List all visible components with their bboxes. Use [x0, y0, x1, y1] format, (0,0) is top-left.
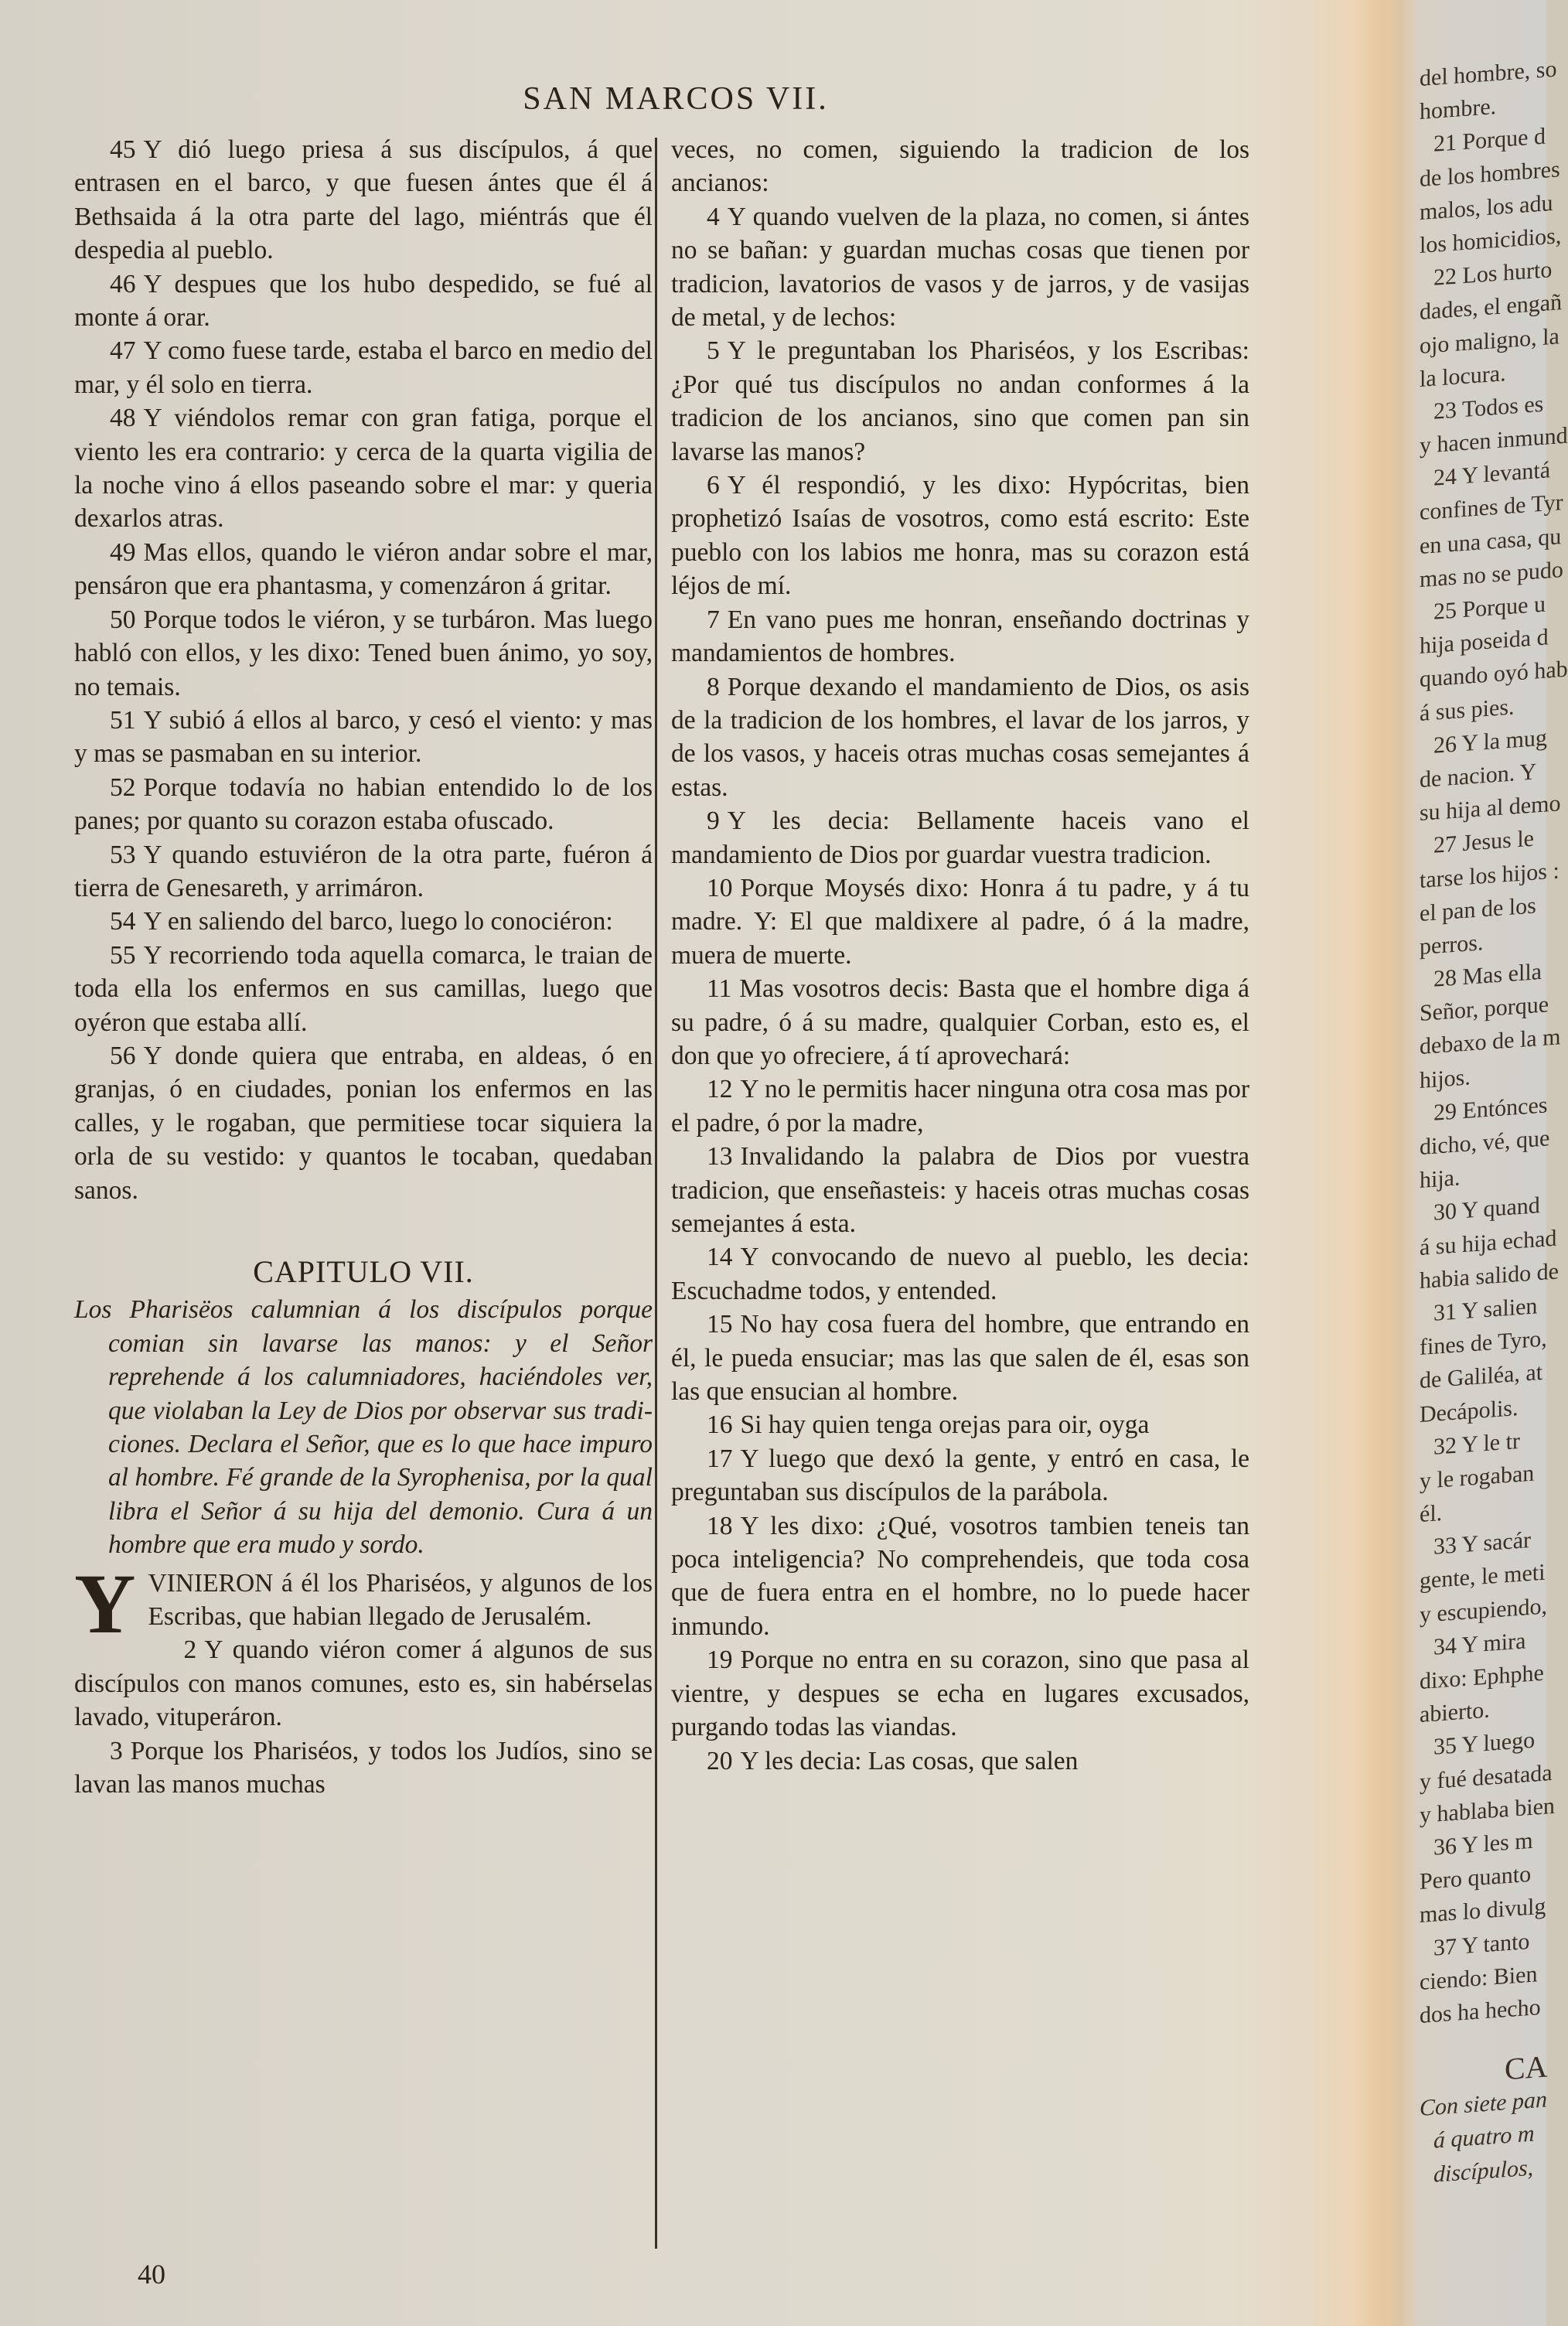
first-verse-text: VINIERON á él los Phariséos, y algunos de los Escribas, que habian llegado de Jerusalém.	[148, 1568, 653, 1632]
chapter-summary: Los Pharisëos calumnian á los discípulos porque comian sin lavarse las manos: y el Señor reprehende á los calumniadores, haciéndoles ver, que violaban la Ley de Dios por observar sus tradiciones. Declara el Señor, que es lo que hace impuro al hombre. Fé grande de la Syrophenisa, por la qual libra el Señor á su hija del demonio. Cura á un hombre que era mudo y sordo.	[74, 1295, 653, 1560]
verse	[74, 1633, 653, 1734]
verse-number: 45	[110, 135, 136, 164]
verse	[74, 334, 653, 401]
facing-page-line: y escupiendo,	[1420, 1593, 1547, 1628]
facing-page-line: él.	[1420, 1500, 1443, 1528]
facing-page-line: 33 Y sacár	[1433, 1527, 1532, 1560]
verse-text: Mas ellos, quando le viéron andar sobre el mar, pensáron que era phantasma, y comenzáron á gritar.	[74, 537, 653, 601]
verse-text: En vano pues me honran, enseñando doctrinas y mandamientos de hombres.	[671, 605, 1249, 668]
facing-page-line: á su hija echad	[1420, 1225, 1557, 1260]
facing-page-summary-line: Con siete pan	[1420, 2086, 1547, 2122]
facing-page-line: hija poseida d	[1420, 624, 1549, 660]
verse	[671, 871, 1249, 972]
verse-number: 12	[707, 1075, 733, 1104]
verse-number: 14	[707, 1243, 733, 1272]
drop-cap: Y	[74, 1556, 136, 1651]
facing-page-line: 23 Todos es	[1433, 391, 1544, 425]
verse-number: 16	[707, 1410, 733, 1440]
facing-page-line: malos, los adu	[1420, 189, 1553, 225]
verse-number: 5	[707, 336, 720, 366]
verse	[74, 905, 653, 938]
chapter-heading: CAPITULO VII.	[253, 1254, 474, 1289]
verse	[671, 1308, 1249, 1408]
right-column-verses	[671, 200, 1249, 1778]
facing-page-line: de Galiléa, at	[1420, 1359, 1543, 1394]
facing-page-line: Señor, porque	[1420, 991, 1549, 1027]
facing-page-chapter-heading: CA	[1505, 2048, 1548, 2087]
verse	[671, 334, 1249, 469]
verse-text: Porque todavía no habian entendido lo de los panes; por quanto su corazon estaba ofuscado.	[74, 772, 653, 836]
facing-page-line: del hombre, so	[1420, 56, 1557, 91]
verse-number: 52	[110, 772, 136, 802]
facing-page-line: y fué desatada	[1420, 1759, 1553, 1795]
verse-text: Y quando estuviéron de la otra parte, fuéron á tierra de Genesareth, y arrimáron.	[74, 840, 653, 902]
verse	[671, 1408, 1249, 1441]
verse-number: 18	[707, 1511, 733, 1540]
facing-page-line: 24 Y levantá	[1433, 457, 1551, 491]
verse-text: Y en saliendo del barco, luego lo conociéron:	[143, 907, 613, 936]
facing-page-line: su hija al demo	[1420, 790, 1561, 827]
facing-page-line: debaxo de la m	[1420, 1024, 1561, 1060]
facing-page-line: tarse los hijos :	[1420, 857, 1559, 893]
verse-number: 55	[110, 940, 136, 970]
facing-page-line: 22 Los hurto	[1433, 257, 1553, 291]
verse	[671, 1509, 1249, 1644]
verse-text: No hay cosa fuera del hombre, que entrando en él, le pueda ensuciar; mas las que salen de él, esas son las que ensucian al hombre.	[671, 1310, 1249, 1407]
verse-text: Invalidando la palabra de Dios por vuestra tradicion, que enseñasteis: y haceis otras muchas cosas semejantes á esta.	[671, 1142, 1249, 1238]
verse-text: Y les dixo: ¿Qué, vosotros tambien teneis tan poca inteligencia? No comprehendeis, que toda cosa que de fuera entra en el hombre, no lo puede hacer inmundo.	[671, 1511, 1249, 1641]
facing-page-line: 28 Mas ella	[1433, 959, 1542, 992]
column-rule	[655, 138, 657, 2249]
book-gutter	[1314, 0, 1423, 2326]
facing-page-line: ciendo: Bien	[1420, 1961, 1538, 1995]
verse-number: 20	[707, 1746, 733, 1775]
facing-page-line: 35 Y luego	[1433, 1727, 1536, 1761]
facing-page-line: confines de Tyr	[1420, 489, 1563, 526]
facing-page-summary-line: discípulos,	[1433, 2154, 1534, 2188]
facing-page-line: abierto.	[1420, 1697, 1490, 1728]
verse-number: 2	[183, 1635, 197, 1665]
facing-page-summary-line: á quatro m	[1433, 2121, 1535, 2154]
facing-page-line: 27 Jesus le	[1433, 825, 1534, 859]
facing-page-line: 37 Y tanto	[1433, 1928, 1530, 1961]
verse	[74, 838, 653, 906]
verse	[671, 1643, 1249, 1744]
facing-page-line: ojo maligno, la	[1420, 322, 1559, 359]
verse	[671, 469, 1249, 603]
verse-text: Y dió luego priesa á sus discípulos, á que entrasen en el barco, y que fuesen ántes que él á Bethsaida á la otra parte del lago, miéntrás que él despedia al pueblo.	[74, 135, 653, 265]
facing-page-line: hijos.	[1420, 1064, 1471, 1093]
facing-page-line: y hacen inmund	[1420, 422, 1568, 459]
verse	[74, 133, 653, 268]
facing-page-line: 36 Y les m	[1433, 1827, 1533, 1860]
verse-text: Y no le permitis hacer ninguna otra cosa mas por el padre, ó por la madre,	[671, 1075, 1249, 1137]
chapter-6-verses	[74, 133, 653, 1207]
right-column	[671, 133, 1249, 1778]
facing-page-line: 32 Y le tr	[1433, 1427, 1520, 1460]
verse-number: 11	[707, 974, 732, 1004]
verse	[671, 804, 1249, 871]
facing-page-line: perros.	[1420, 929, 1484, 960]
facing-page-line: el pan de los	[1420, 892, 1536, 926]
verse-text: Y despues que los hubo despedido, se fué al monte á orar.	[74, 269, 653, 333]
verse-text: Y quando vuelven de la plaza, no comen, si ántes no se bañan: y guardan muchas cosas que tienen por tradicion, lavatorios de vasos y de jarros, y de vasijas de metal, y de lechos:	[671, 202, 1249, 333]
facing-page-text	[1420, 53, 1568, 2192]
verse-number: 56	[110, 1041, 136, 1070]
verse-text: Y viéndolos remar con gran fatiga, porque el viento les era contrario: y cerca de la quarta vigilia de la noche vino á ellos paseando sobre el mar: y queria dexarlos atras.	[74, 404, 653, 534]
verse-number: 50	[110, 605, 136, 634]
verse-text: Y como fuese tarde, estaba el barco en medio del mar, y él solo en tierra.	[74, 336, 653, 399]
facing-page-line: dos ha hecho	[1420, 1993, 1541, 2028]
verse-continuation: veces, no comen, siguiendo la tradicion de los ancianos:	[671, 135, 1249, 198]
verse-number: 15	[707, 1310, 733, 1339]
facing-page-line: los homicidios,	[1420, 223, 1562, 258]
verse-number: 7	[707, 605, 720, 634]
facing-page-line: 25 Porque u	[1433, 591, 1546, 625]
verse	[671, 1442, 1249, 1509]
verse-number: 17	[707, 1444, 733, 1473]
verse-text: Porque todos le viéron, y se turbáron. Mas luego habló con ellos, y les dixo: Tened buen ánimo, yo soy, no temais.	[74, 605, 653, 701]
facing-page-line: quando oyó hab	[1420, 656, 1568, 693]
facing-page-line: habia salido de	[1420, 1258, 1559, 1294]
verse	[671, 670, 1249, 805]
verse-text: Y le preguntaban los Phariséos, y los Escribas: ¿Por qué tus discípulos no andan conformes á la tradicion de los ancianos, sino que comen pan sin lavarse las manos?	[671, 336, 1249, 466]
verse-number: 49	[110, 537, 136, 567]
verse	[671, 603, 1249, 670]
facing-page-line: fines de Tyro,	[1420, 1325, 1547, 1361]
verse-number: 47	[110, 336, 136, 366]
verse-number: 51	[110, 705, 136, 735]
verse	[74, 704, 653, 771]
facing-page-line: mas lo divulg	[1420, 1893, 1546, 1929]
verse	[671, 200, 1249, 335]
verse-number: 10	[707, 873, 733, 902]
verse-text: Porque los Phariséos, y todos los Judíos, sino se lavan las manos muchas	[74, 1736, 653, 1799]
facing-page-line: y le rogaban	[1420, 1460, 1535, 1494]
verse-text: Y les decia: Las cosas, que salen	[740, 1746, 1079, 1775]
facing-page-line: 26 Y la mug	[1433, 725, 1547, 759]
verse-text: Porque Moysés dixo: Honra á tu padre, y á tu madre. Y: El que maldixere al padre, ó á la madre, muera de muerte.	[671, 873, 1249, 970]
verse-number: 9	[707, 807, 720, 836]
facing-page-line: dades, el engañ	[1420, 289, 1563, 326]
verse-number: 3	[110, 1736, 123, 1765]
facing-page-line: hija.	[1420, 1165, 1461, 1194]
verse-text: Y él respondió, y les dixo: Hypócritas, bien prophetizó Isaías de vosotros, como está escrito: Este pueblo con los labios me honra, mas su corazon está léjos de mí.	[671, 471, 1249, 601]
first-verse	[74, 1556, 653, 1651]
verse-text: Y luego que dexó la gente, y entró en casa, le preguntaban sus discípulos de la parábola.	[671, 1444, 1249, 1507]
facing-page-line: de los hombres	[1420, 155, 1560, 192]
page-number: 40	[138, 2259, 165, 2290]
facing-page-line: dixo: Ephphe	[1420, 1659, 1544, 1694]
verse	[74, 536, 653, 603]
facing-page-line: hombre.	[1420, 94, 1497, 125]
verse	[671, 1140, 1249, 1240]
facing-page-line: Decápolis.	[1420, 1394, 1519, 1427]
verse-number: 6	[707, 471, 720, 500]
verse-text: Porque no entra en su corazon, sino que pasa al vientre, y despues se echa en lugares excusados, purgando todas las viandas.	[671, 1646, 1249, 1742]
verse	[74, 771, 653, 838]
facing-page-line: 29 Entónces	[1433, 1092, 1548, 1126]
facing-page-line: 31 Y salien	[1433, 1293, 1538, 1326]
verse-number: 13	[707, 1142, 733, 1172]
verse-number: 53	[110, 840, 136, 869]
facing-page-line: mas no se pudo	[1420, 556, 1563, 592]
facing-page-line: 34 Y mira	[1433, 1628, 1526, 1660]
verse	[74, 939, 653, 1039]
verse-number: 48	[110, 404, 136, 433]
verse	[74, 1039, 653, 1207]
verse	[671, 972, 1249, 1073]
verse-number: 8	[707, 672, 720, 701]
verse	[671, 1240, 1249, 1308]
verse-text: Y recorriendo toda aquella comarca, le traian de toda ella los enfermos en sus camillas, luego que oyéron que estaba allí.	[74, 940, 653, 1037]
verse-text: Y donde quiera que entraba, en aldeas, ó en granjas, ó en ciudades, ponian los enfermos en las calles, y le rogaban, que permitiese tocar siquiera la orla de su vestido: y quantos le tocaban, quedaban sanos.	[74, 1041, 653, 1205]
verse-text: Porque dexando el mandamiento de Dios, os asis de la tradicion de los hombres, el lavar de los jarros, y de los vasos, y haceis otras muchas cosas semejantes á estas.	[671, 672, 1249, 802]
verse	[671, 1744, 1249, 1778]
verse-text: Y subió á ellos al barco, y cesó el viento: y mas y mas se pasmaban en su interior.	[74, 705, 653, 769]
verse-number: 19	[707, 1646, 733, 1675]
verse-text: Y convocando de nuevo al pueblo, les decia: Escuchadme todos, y entended.	[671, 1243, 1249, 1305]
running-head: SAN MARCOS VII.	[523, 81, 829, 117]
chapter-7-verses	[74, 1633, 653, 1801]
verse	[74, 268, 653, 335]
verse-text: Y quando viéron comer á algunos de sus discípulos con manos comunes, esto es, sin habérselas lavado, vituperáron.	[74, 1635, 653, 1732]
facing-page-line: en una casa, qu	[1420, 523, 1562, 559]
verse	[74, 401, 653, 536]
verse	[74, 1734, 653, 1802]
verse-number: 4	[707, 202, 720, 231]
verse-text: Mas vosotros decis: Basta que el hombre diga á su padre, ó á su madre, qualquier Corban, esto es, el don que yo ofreciere, á tí aprovechará:	[671, 974, 1249, 1070]
verse-number: 54	[110, 907, 136, 936]
facing-page-line: gente, le meti	[1420, 1560, 1546, 1594]
facing-page-line: 30 Y quand	[1433, 1192, 1540, 1226]
facing-page-line: y hablaba bien	[1420, 1792, 1555, 1828]
verse	[671, 1073, 1249, 1140]
facing-page-line: á sus pies.	[1420, 693, 1515, 726]
facing-page-line: 21 Porque d	[1433, 123, 1546, 158]
verse-number: 46	[110, 269, 136, 298]
facing-page-line: Pero quanto	[1420, 1861, 1532, 1895]
verse-text: Si hay quien tenga orejas para oir, oyga	[740, 1410, 1150, 1440]
facing-page-line: la locura.	[1420, 360, 1506, 392]
facing-page-line: dicho, vé, que	[1420, 1125, 1550, 1160]
left-column	[74, 133, 653, 1802]
verse	[74, 603, 653, 704]
facing-page-line: de nacion. Y	[1420, 759, 1537, 793]
verse-text: Y les decia: Bellamente haceis vano el mandamiento de Dios por guardar vuestra tradicion.	[671, 807, 1249, 869]
